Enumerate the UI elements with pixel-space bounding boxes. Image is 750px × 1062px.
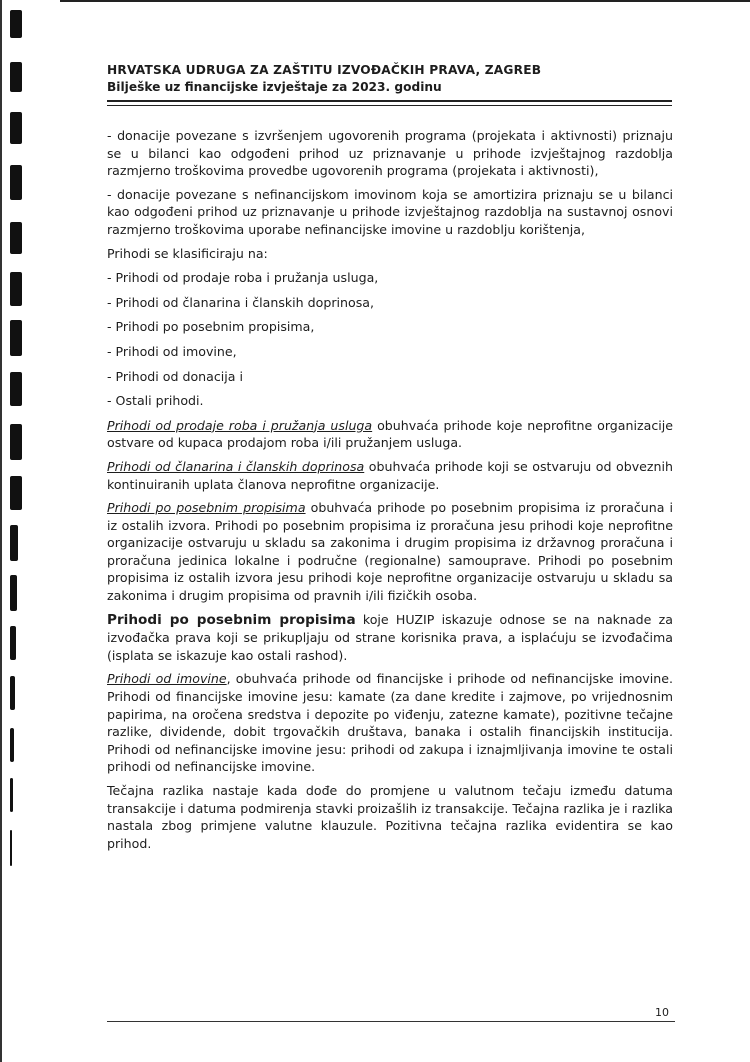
organization-name: HRVATSKA UDRUGA ZA ZAŠTITU IZVOĐAČKIH PRAVA, ZAGREB — [107, 63, 542, 77]
paragraph: Tečajna razlika nastaje kada dođe do promjene u valutnom tečaju između datuma transakcije i datuma podmirenja stavki proizašlih iz transakcije. Tečajna razlika je i razlika nastala zbog primjene valutne klauzule. Pozitivna tečajna razlika evidentira se kao prihod. — [107, 783, 673, 851]
top-scan-edge — [60, 0, 750, 6]
paragraph: - donacije povezane s izvršenjem ugovorenih programa (projekata i aktivnosti) priznaju se u bilanci kao odgođeni prihod uz priznavanje u prihode izvještajnog razdoblja razmjerno troškovima provedbe ugovorenih programa (projekata i aktivnosti), — [107, 128, 673, 179]
list-item: - Prihodi po posebnim propisima, — [107, 319, 315, 335]
paragraph-text: obuhvaća prihode po posebnim propisima iz proračuna i iz ostalih izvora. Prihodi po posebnim propisima iz proračuna jesu prihodi koje neprofitne organizacije ostvaruju u skladu sa zakonima i drugim propisima iz državnog proračuna i proračuna jedinica lokalne i područne (regionalne) samouprave. Prihodi po posebnim propisima iz ostalih izvora jesu prihodi koje neprofitne organizacije ostvaruju u skladu sa zakonima i drugim propisima od pravnih i/ili fizičkih osoba. — [107, 500, 674, 604]
binder-mark — [10, 676, 15, 710]
paragraph — [107, 670, 673, 776]
term-heading: Prihodi od imovine — [107, 671, 227, 687]
binder-mark — [10, 476, 22, 510]
document-header — [107, 62, 672, 96]
paragraph: - donacije povezane s nefinancijskom imovinom koja se amortizira priznaju se u bilanci kao odgođeni prihod uz priznavanje u prihode izvještajnog razdoblja na sustavnoj osnovi razmjerno troškovima uporabe nefinancijske imovine u razdoblju korištenja, — [107, 186, 673, 237]
term-heading: Prihodi od članarina i članskih doprinosa — [107, 458, 365, 474]
header-divider — [107, 100, 672, 106]
binder-mark — [10, 525, 18, 561]
paragraph — [107, 417, 673, 452]
list-item: - Prihodi od članarina i članskih doprinosa, — [107, 294, 375, 310]
binder-mark — [10, 62, 22, 92]
binder-mark — [10, 112, 22, 144]
paragraph — [107, 611, 673, 665]
term-heading: Prihodi po posebnim propisima — [107, 500, 306, 516]
list-item: - Prihodi od prodaje roba i pružanja usluga, — [107, 270, 379, 286]
document-title: Bilješke uz financijske izvještaje za 2023. godinu — [107, 80, 442, 94]
footer-divider — [107, 1021, 675, 1022]
binder-mark — [10, 222, 22, 254]
binder-mark — [10, 372, 22, 406]
binder-mark — [10, 728, 14, 762]
binder-mark — [10, 575, 17, 611]
binder-mark — [10, 10, 22, 38]
list-item: - Prihodi od donacija i — [107, 368, 244, 384]
binder-mark — [10, 626, 16, 660]
page-number: 10 — [655, 1006, 669, 1019]
binder-mark — [10, 778, 13, 812]
list-item: - Ostali prihodi. — [107, 393, 204, 409]
binder-mark — [10, 830, 12, 866]
term-heading: Prihodi od prodaje roba i pružanja usluga — [107, 417, 373, 433]
paragraph: Prihodi se klasificiraju na: — [107, 245, 268, 261]
binder-mark — [10, 272, 22, 306]
paragraph — [107, 458, 673, 493]
binder-mark — [10, 424, 22, 460]
document-body — [107, 127, 673, 858]
paragraph-text: , obuhvaća prihode od financijske i prihode od nefinancijske imovine. Prihodi od financijske imovine jesu: kamate (za dane kredite i zajmove, po vrijednosnim papirima, na oročena sredstva i depozite po viđenju, zatezne kamate), pozitivne tečajne razlike, dividende, dobit trgovačkih društava, banaka i ostalih financijskih institucija. Prihodi od nefinancijske imovine jesu: prihodi od zakupa i iznajmljivanja imovine te ostali prihodi od nefinancijske imovine. — [107, 671, 673, 775]
bold-term: Prihodi po posebnim propisima — [107, 611, 356, 628]
binder-mark — [10, 165, 22, 200]
paragraph-text: obuhvaća prihode koji se ostvaruju od obveznih kontinuiranih uplata članova neprofitne organizacije. — [107, 458, 673, 492]
paragraph-text: obuhvaća prihode koje neprofitne organizacije ostvare od kupaca prodajom roba i/ili pružanjem usluga. — [107, 417, 673, 451]
paragraph-text: koje HUZIP iskazuje odnose se na naknade za izvođačka prava koji se prikupljaju od strane korisnika prava, a isplaćuju se izvođačima (isplata se iskazuje kao ostali rashod). — [107, 611, 673, 663]
list-item: - Prihodi od imovine, — [107, 343, 237, 359]
left-scan-edge — [0, 0, 2, 1062]
binder-mark — [10, 320, 22, 356]
paragraph — [107, 499, 673, 605]
